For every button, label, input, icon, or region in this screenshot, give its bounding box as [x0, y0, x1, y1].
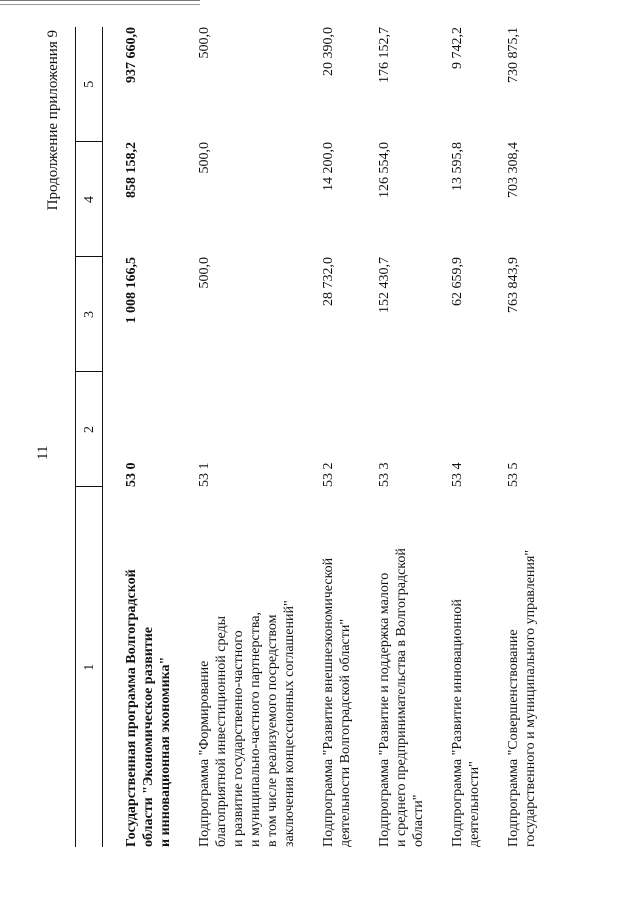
table-row	[103, 27, 175, 847]
column-header: 2	[76, 372, 103, 487]
value-cell: 20 390,0	[321, 27, 336, 76]
value-cell: 937 660,0	[124, 27, 139, 83]
program-code: 53 3	[377, 462, 392, 487]
program-name: Подпрограмма "Развитие внешнеэкономической деятельности Волгоградской области"	[321, 557, 353, 847]
value-cell: 152 430,7	[377, 257, 392, 313]
value-cell: 763 843,9	[506, 257, 521, 313]
program-name: Подпрограмма "Совершенствование государственного и муниципального управления"	[506, 549, 538, 847]
value-cell: 62 659,9	[450, 257, 465, 306]
appendix-note: Продолжение приложения 9	[45, 30, 61, 211]
table-row	[298, 27, 354, 847]
value-cell: 1 008 166,5	[124, 257, 139, 324]
program-code: 53 1	[197, 462, 212, 487]
program-name: Государственная программа Волгоградской области "Экономическое развитие и инновационная экономика"	[124, 569, 173, 847]
value-cell: 9 742,2	[450, 27, 465, 69]
budget-table	[75, 27, 539, 847]
value-cell: 703 308,4	[506, 142, 521, 198]
value-cell: 176 152,7	[377, 27, 392, 83]
table-row	[483, 27, 539, 847]
column-header: 5	[76, 27, 103, 142]
value-cell: 500,0	[197, 257, 212, 289]
table-row	[354, 27, 427, 847]
program-code: 53 0	[124, 462, 139, 487]
program-code: 53 5	[506, 462, 521, 487]
program-name: Подпрограмма "Развитие инновационной деятельности"	[450, 599, 482, 847]
value-cell: 730 875,1	[506, 27, 521, 83]
value-cell: 28 732,0	[321, 257, 336, 306]
program-code: 53 4	[450, 462, 465, 487]
value-cell: 126 554,0	[377, 142, 392, 198]
header-row	[76, 27, 103, 847]
value-cell: 13 595,8	[450, 142, 465, 191]
table-row	[174, 27, 298, 847]
value-cell: 858 158,2	[124, 142, 139, 198]
value-cell: 500,0	[197, 142, 212, 174]
value-cell: 500,0	[197, 27, 212, 59]
table-row	[427, 27, 483, 847]
program-code: 53 2	[321, 462, 336, 487]
program-name: Подпрограмма "Развитие и поддержка малого и среднего предпринимательства в Волгоградской области"	[377, 548, 426, 847]
page-number: 11	[35, 445, 51, 460]
value-cell: 14 200,0	[321, 142, 336, 191]
program-name: Подпрограмма "Формирование благоприятной инвестиционной среды и развитие государственно-частного и муниципально-частного партнерства, в том числе реализуемого посредством заключения концессионных соглашений"	[197, 600, 297, 847]
column-header: 3	[76, 257, 103, 372]
column-header: 4	[76, 142, 103, 257]
column-header: 1	[76, 487, 103, 847]
